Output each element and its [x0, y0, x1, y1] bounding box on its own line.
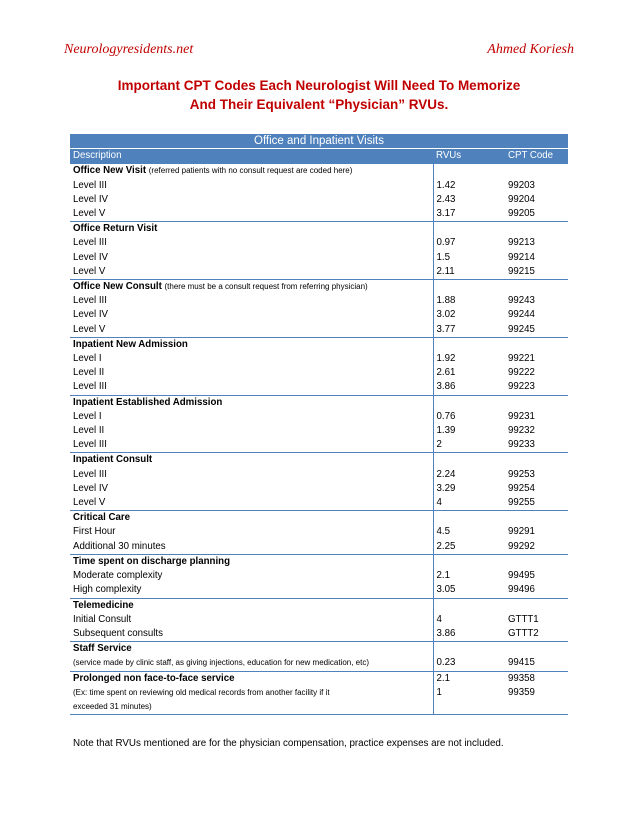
rvu-cell: 0.23 [433, 656, 505, 671]
cpt-cell: 99254 [508, 482, 535, 494]
section-note: (Ex: time spent on reviewing old medical records from another facility if it [73, 687, 330, 697]
cpt-cell: 99496 [508, 584, 535, 596]
cpt-cell: 99245 [508, 323, 535, 335]
section-name [70, 280, 433, 295]
level-cell: Level V [73, 497, 106, 509]
table-row [70, 308, 568, 322]
section-note: (there must be a consult request from referring physician) [164, 282, 368, 292]
cpt-table [70, 134, 568, 715]
rvu-cell: 4 [433, 496, 505, 511]
rvu-cell [433, 222, 505, 237]
table-row [70, 380, 568, 395]
table-row [70, 410, 568, 424]
rvu-cell: 0.76 [433, 410, 505, 424]
rvu-cell: 1.88 [433, 294, 505, 308]
cpt-cell: GTTT2 [508, 627, 539, 639]
section-title: Office New Visit [73, 165, 147, 177]
section-name [70, 164, 433, 179]
section-title: Inpatient Established Admission [73, 396, 223, 408]
cpt-cell: 99222 [508, 367, 535, 379]
section-title: Time spent on discharge planning [73, 555, 230, 567]
cpt-cell: 99358 [505, 671, 568, 686]
rvu-cell: 2.11 [433, 265, 505, 280]
section-header-row [70, 280, 568, 295]
level-cell: Subsequent consults [73, 627, 163, 639]
document-title: Important CPT Codes Each Neurologist Will Need To Memorize [117, 78, 521, 93]
table-row [70, 540, 568, 555]
rvu-cell [433, 280, 505, 295]
level-cell: Moderate complexity [73, 570, 163, 582]
level-cell: Level III [73, 237, 107, 249]
cpt-cell: 99221 [508, 353, 535, 365]
footnote: Note that RVUs mentioned are for the physician compensation, practice expenses are not included. [73, 738, 504, 749]
section-name [70, 598, 433, 613]
rvu-cell [433, 511, 505, 526]
rvu-cell: 2 [433, 438, 505, 453]
table-row [70, 323, 568, 338]
rvu-cell [433, 554, 505, 569]
section-header-row [70, 642, 568, 657]
cpt-cell [505, 554, 568, 569]
cpt-cell: 99215 [508, 265, 535, 277]
level-cell: Level III [73, 468, 107, 480]
section-header-row [70, 395, 568, 410]
site-name: Neurologyresidents.net [64, 42, 194, 57]
rvu-cell: 3.02 [433, 308, 505, 322]
cpt-cell: 99291 [508, 526, 535, 538]
rvu-cell: 1.5 [433, 251, 505, 265]
level-cell: Level IV [73, 251, 109, 263]
rvu-cell: 2.1 [433, 671, 505, 686]
section-title: Office Return Visit [73, 223, 158, 235]
rvu-cell: 3.86 [433, 380, 505, 395]
level-cell: Level IV [73, 193, 109, 205]
rvu-cell: 1.92 [433, 352, 505, 366]
rvu-cell: 3.05 [433, 583, 505, 598]
rvu-cell: 3.17 [433, 207, 505, 222]
column-header-description: Description [70, 149, 433, 164]
table-row [70, 265, 568, 280]
level-cell: First Hour [73, 526, 116, 538]
level-cell: Initial Consult [73, 613, 132, 625]
section-header-row [70, 598, 568, 613]
table-row [70, 179, 568, 193]
level-cell: Additional 30 minutes [73, 540, 166, 552]
section-header-row [70, 511, 568, 526]
rvu-cell: 2.43 [433, 193, 505, 207]
cpt-cell: 99255 [508, 497, 535, 509]
table-caption-row [70, 134, 568, 149]
cpt-cell: 99214 [508, 251, 535, 263]
table-row [70, 583, 568, 598]
level-cell: Level IV [73, 482, 109, 494]
section-name [70, 511, 433, 526]
section-name [70, 337, 433, 352]
level-cell: Level III [73, 439, 107, 451]
cpt-cell [505, 222, 568, 237]
level-cell: Level III [73, 381, 107, 393]
table-row [70, 366, 568, 380]
table-row [70, 468, 568, 482]
column-header-row [70, 149, 568, 164]
cpt-cell [505, 164, 568, 179]
table-row [70, 193, 568, 207]
section-name [70, 554, 433, 569]
section-header-row [70, 453, 568, 468]
table-row [70, 686, 568, 700]
level-cell: High complexity [73, 584, 142, 596]
cpt-cell [505, 598, 568, 613]
section-title: Office New Consult [73, 281, 162, 293]
level-cell: Level II [73, 367, 105, 379]
rvu-cell: 2.24 [433, 468, 505, 482]
author-name: Ahmed Koriesh [487, 42, 574, 57]
section-header-row [70, 337, 568, 352]
cpt-cell [505, 642, 568, 657]
cpt-cell: 99359 [508, 686, 535, 698]
level-cell: Level II [73, 425, 105, 437]
section-title: Inpatient Consult [73, 454, 153, 466]
cpt-cell: 99233 [508, 439, 535, 451]
cpt-cell: 99253 [508, 468, 535, 480]
cpt-cell: 99415 [508, 657, 535, 669]
table-row [70, 251, 568, 265]
section-title: Inpatient New Admission [73, 338, 188, 350]
cpt-cell: 99213 [508, 237, 535, 249]
table-caption: Office and Inpatient Visits [70, 134, 568, 149]
cpt-cell: 99232 [508, 425, 535, 437]
rvu-cell: 1.39 [433, 424, 505, 438]
cpt-cell: 99243 [508, 295, 535, 307]
section-header-row [70, 222, 568, 237]
document-subtitle: And Their Equivalent “Physician” RVUs. [189, 97, 449, 112]
section-title: Critical Care [73, 512, 131, 524]
level-cell: Level V [73, 323, 106, 335]
rvu-cell: 3.77 [433, 323, 505, 338]
cpt-cell: 99205 [508, 208, 535, 220]
table-row [70, 438, 568, 453]
cpt-cell: 99495 [508, 570, 535, 582]
section-header-row [70, 671, 568, 686]
table-row [70, 569, 568, 583]
level-cell: Level IV [73, 309, 109, 321]
rvu-cell: 1.42 [433, 179, 505, 193]
cpt-cell: 99223 [508, 381, 535, 393]
rvu-cell [433, 395, 505, 410]
column-header-rvus: RVUs [433, 149, 505, 164]
level-cell: Level I [73, 353, 102, 365]
cpt-cell: 99203 [508, 179, 535, 191]
rvu-cell: 2.61 [433, 366, 505, 380]
section-note: exceeded 31 minutes) [70, 700, 433, 715]
level-cell: Level V [73, 208, 106, 220]
rvu-cell: 3.86 [433, 627, 505, 642]
cpt-cell [505, 453, 568, 468]
cpt-cell [505, 337, 568, 352]
rvu-cell: 4 [433, 613, 505, 627]
rvu-cell [433, 164, 505, 179]
cpt-cell [505, 280, 568, 295]
table-row [70, 656, 568, 671]
rvu-cell: 0.97 [433, 236, 505, 250]
cpt-cell: GTTT1 [508, 613, 539, 625]
rvu-cell [433, 700, 505, 715]
cpt-cell [505, 700, 568, 715]
cpt-cell: 99231 [508, 410, 535, 422]
rvu-cell: 2.25 [433, 540, 505, 555]
section-header-row [70, 554, 568, 569]
level-cell: Level III [73, 179, 107, 191]
table-row [70, 627, 568, 642]
section-name [70, 222, 433, 237]
table-row [70, 207, 568, 222]
table-row [70, 496, 568, 511]
rvu-cell: 1 [433, 686, 505, 700]
cpt-cell: 99292 [508, 540, 535, 552]
cpt-cell [505, 395, 568, 410]
section-title: Prolonged non face-to-face service [70, 671, 433, 686]
rvu-cell: 4.5 [433, 525, 505, 539]
section-name [70, 395, 433, 410]
cpt-cell: 99204 [508, 193, 535, 205]
section-note: (service made by clinic staff, as giving injections, education for new medication, etc) [73, 658, 369, 668]
table-row [70, 525, 568, 539]
section-title: Staff Service [70, 642, 433, 657]
rvu-cell [433, 453, 505, 468]
rvu-cell: 3.29 [433, 482, 505, 496]
table-row [70, 236, 568, 250]
level-cell: Level V [73, 265, 106, 277]
section-title: Telemedicine [73, 599, 134, 611]
cpt-cell [505, 511, 568, 526]
cpt-cell: 99244 [508, 309, 535, 321]
rvu-cell: 2.1 [433, 569, 505, 583]
table-row [70, 352, 568, 366]
table-row [70, 424, 568, 438]
section-name [70, 453, 433, 468]
rvu-cell [433, 337, 505, 352]
section-note: (referred patients with no consult request are coded here) [148, 166, 353, 176]
section-header-row [70, 164, 568, 179]
table-row [70, 700, 568, 715]
column-header-cpt: CPT Code [505, 149, 568, 164]
level-cell: Level III [73, 295, 107, 307]
rvu-cell [433, 642, 505, 657]
rvu-cell [433, 598, 505, 613]
table-row [70, 294, 568, 308]
table-row [70, 482, 568, 496]
table-row [70, 613, 568, 627]
level-cell: Level I [73, 410, 102, 422]
